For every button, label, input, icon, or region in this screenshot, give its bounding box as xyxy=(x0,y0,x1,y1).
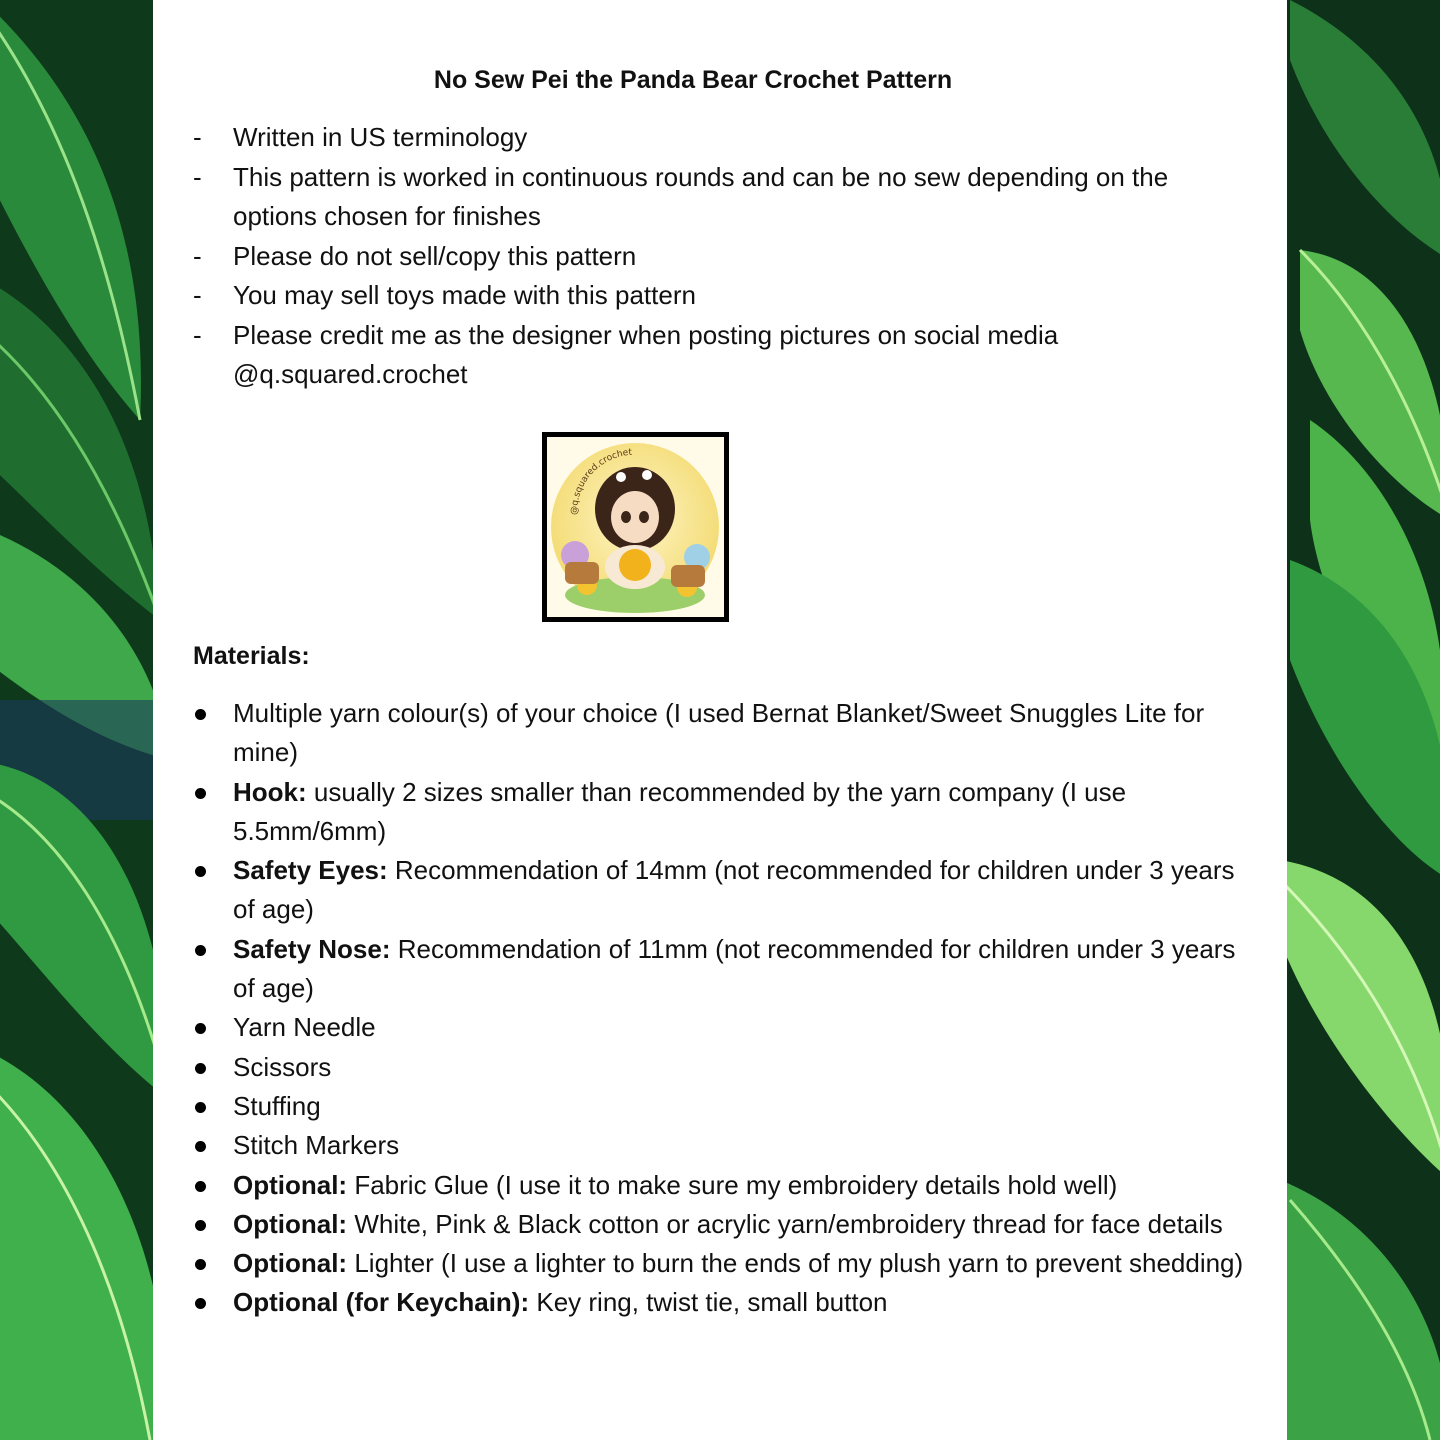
intro-item xyxy=(193,158,1253,237)
materials-item-text: Lighter (I use a lighter to burn the ends of my plush yarn to prevent shedding) xyxy=(354,1248,1244,1279)
intro-item-text: Please credit me as the designer when posting pictures on social media @q.squared.crochet xyxy=(233,319,1059,389)
materials-item xyxy=(193,1048,1253,1087)
logo-arc-text: @q.squared.crochet xyxy=(569,447,633,516)
intro-item-text: You may sell toys made with this pattern xyxy=(233,280,696,310)
materials-item-text: White, Pink & Black cotton or acrylic yarn/embroidery thread for face details xyxy=(354,1208,1223,1239)
materials-item xyxy=(193,1126,1253,1165)
materials-item xyxy=(193,1283,1253,1322)
materials-heading: Materials: xyxy=(193,642,310,670)
materials-item-text: Stuffing xyxy=(233,1090,321,1121)
bullet-icon xyxy=(195,1023,206,1034)
materials-item-text: Multiple yarn colour(s) of your choice (I used Bernat Blanket/Sweet Snuggles Lite for mine) xyxy=(233,698,1205,768)
dash-marker: - xyxy=(193,122,202,152)
intro-item xyxy=(193,276,1253,316)
bullet-icon xyxy=(195,709,206,720)
materials-item-label: Optional: xyxy=(233,1208,348,1239)
dash-marker: - xyxy=(193,240,202,271)
materials-item-label: Optional: xyxy=(233,1169,348,1200)
logo-illustration xyxy=(547,437,724,617)
materials-item-text: Stitch Markers xyxy=(233,1130,400,1161)
materials-item xyxy=(193,1008,1253,1047)
intro-item-text: Please do not sell/copy this pattern xyxy=(233,240,637,271)
materials-item xyxy=(193,851,1253,930)
materials-item xyxy=(193,1244,1253,1283)
materials-item-text: Recommendation of 14mm (not recommended for children under 3 years of age) xyxy=(233,855,1235,925)
bullet-icon xyxy=(195,1102,206,1113)
intro-item xyxy=(193,237,1253,277)
materials-item-text: Yarn Needle xyxy=(233,1012,376,1043)
intro-item xyxy=(193,118,1253,158)
intro-list xyxy=(193,118,1253,395)
materials-item-label: Optional (for Keychain): xyxy=(233,1287,530,1318)
intro-item-text: This pattern is worked in continuous rounds and can be no sew depending on the options chosen for finishes xyxy=(233,161,1169,231)
pattern-page xyxy=(153,0,1287,1440)
intro-item-text: Written in US terminology xyxy=(233,122,528,152)
bullet-icon xyxy=(195,945,206,956)
page-title: No Sew Pei the Panda Bear Crochet Pattern xyxy=(433,66,953,94)
materials-item-label: Safety Eyes: xyxy=(233,855,388,886)
leaf-illustration-right xyxy=(1280,0,1440,1440)
bullet-icon xyxy=(195,788,206,799)
materials-item-label: Hook: xyxy=(233,776,307,807)
materials-item xyxy=(193,1087,1253,1126)
intro-item xyxy=(193,316,1253,395)
leaf-background-right xyxy=(1280,0,1440,1440)
bullet-icon xyxy=(195,1181,206,1192)
designer-logo xyxy=(542,432,729,622)
materials-item xyxy=(193,930,1253,1009)
bullet-icon xyxy=(195,866,206,877)
leaf-illustration-left xyxy=(0,0,160,1440)
materials-item xyxy=(193,694,1253,773)
materials-item-text: Recommendation of 11mm (not recommended for children under 3 years of age) xyxy=(233,933,1236,1004)
materials-item-label: Safety Nose: xyxy=(233,933,391,964)
bullet-icon xyxy=(195,1063,206,1074)
bullet-icon xyxy=(195,1298,206,1309)
materials-list xyxy=(193,694,1253,1323)
materials-item-label: Optional: xyxy=(233,1248,348,1279)
materials-item-text: Fabric Glue (I use it to make sure my embroidery details hold well) xyxy=(354,1169,1118,1200)
dash-marker: - xyxy=(193,161,202,192)
leaf-background-left xyxy=(0,0,160,1440)
dash-marker: - xyxy=(193,280,202,310)
bullet-icon xyxy=(195,1259,206,1270)
materials-item-text: Key ring, twist tie, small button xyxy=(536,1287,888,1318)
dash-marker: - xyxy=(193,319,202,350)
bullet-icon xyxy=(195,1220,206,1231)
bullet-icon xyxy=(195,1141,206,1152)
materials-item-text: Scissors xyxy=(233,1051,332,1082)
materials-item xyxy=(193,773,1253,852)
materials-item xyxy=(193,1166,1253,1205)
materials-item xyxy=(193,1205,1253,1244)
materials-item-text: usually 2 sizes smaller than recommended by the yarn company (I use 5.5mm/6mm) xyxy=(233,776,1127,846)
